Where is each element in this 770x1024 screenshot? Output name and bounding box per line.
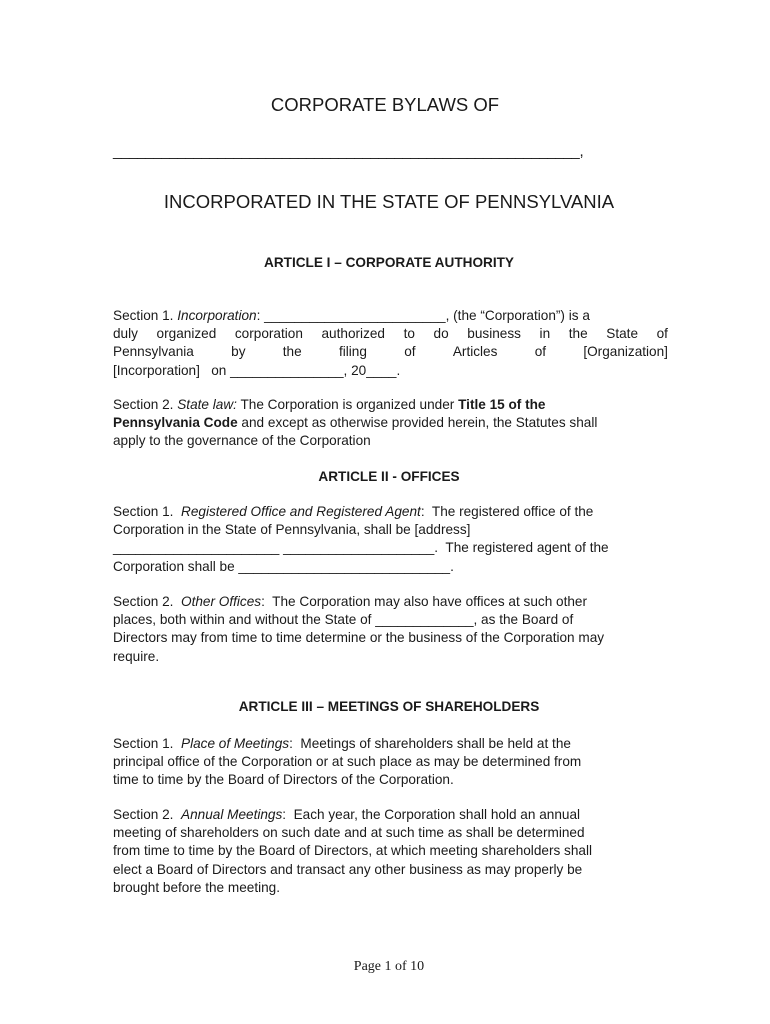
article-3-section-2 [113, 806, 668, 897]
section-line: places, both within and without the State of _____________, as the Board of [113, 612, 574, 628]
justified-word: [Organization] [583, 344, 668, 360]
justified-word: to [403, 326, 415, 342]
justified-word: of [534, 344, 547, 360]
article-2-section-1 [113, 503, 668, 576]
section-label: Incorporation [177, 308, 257, 323]
section-line: apply to the governance of the Corporation [113, 433, 371, 449]
section-line: Corporation in the State of Pennsylvania, shall be [address] [113, 522, 471, 538]
article-3-section-1 [113, 735, 668, 790]
section-label: Registered Office and Registered Agent [181, 504, 421, 519]
section-line: elect a Board of Directors and transact any other business as may properly be [113, 861, 583, 877]
justified-word: by [231, 344, 246, 360]
article-3-heading: ARTICLE III – MEETINGS OF SHAREHOLDERS [238, 699, 540, 714]
code-reference: Title 15 of the [458, 397, 546, 412]
section-label: Place of Meetings [181, 736, 290, 751]
justified-word: business [467, 326, 521, 342]
section-line: [Incorporation] on _______________, 20____. [113, 362, 401, 378]
section-line: Directors may from time to time determine or the business of the Corporation may [113, 630, 605, 646]
section-label: Annual Meetings [181, 807, 283, 822]
section-line: principal office of the Corporation or at such place as may be determined from [113, 754, 582, 770]
justified-word: corporation [234, 326, 303, 342]
justified-word: in [539, 326, 551, 342]
justified-word: State [606, 326, 639, 342]
justified-word: Articles [452, 344, 498, 360]
section-label: State law: [177, 397, 237, 412]
justified-word: filing [338, 344, 367, 360]
section-number: Section 1. [113, 736, 182, 751]
document-title: CORPORATE BYLAWS OF [270, 94, 500, 115]
corporation-name-blank: __________________________________________________________, [113, 143, 584, 160]
justified-word: Pennsylvania [113, 344, 194, 360]
section-number: Section 2. [113, 594, 182, 609]
justified-word: do [433, 326, 449, 342]
section-number: Section 1. [113, 504, 182, 519]
document-subtitle: INCORPORATED IN THE STATE OF PENNSYLVANIA [163, 191, 615, 212]
justified-word: of [404, 344, 416, 360]
section-line-justified [113, 325, 668, 343]
section-line-justified [113, 343, 668, 361]
section-number: Section 2. [113, 807, 182, 822]
section-number: Section 2. [113, 397, 178, 412]
section-text: and except as otherwise provided herein, the Statutes shall [237, 415, 598, 431]
section-line: Corporation shall be ____________________________. [113, 558, 454, 574]
justified-word: duly [113, 326, 138, 342]
section-text: : The registered office of the [420, 504, 594, 519]
section-text: The Corporation is organized under [236, 397, 459, 412]
section-line: brought before the meeting. [113, 879, 281, 895]
justified-word: authorized [321, 326, 385, 342]
article-1-section-2 [113, 396, 668, 451]
section-text: : ________________________, (the “Corporation”) is a [256, 308, 590, 323]
page-number: Page 1 of 10 [353, 959, 425, 974]
section-text: : The Corporation may also have offices at such other [261, 594, 588, 609]
section-line: time to time by the Board of Directors of the Corporation. [113, 772, 454, 788]
justified-word: the [282, 344, 302, 360]
code-reference: Pennsylvania Code [113, 415, 238, 431]
section-number: Section 1. [113, 308, 178, 323]
justified-word: of [656, 326, 668, 342]
section-text: : Each year, the Corporation shall hold an annual [282, 807, 581, 822]
article-1-section-1 [113, 307, 668, 380]
section-text: : Meetings of shareholders shall be held at the [289, 736, 571, 751]
section-line: from time to time by the Board of Directors, at which meeting shareholders shall [113, 843, 593, 859]
section-line: ______________________ ____________________. The registered agent of the [113, 540, 609, 556]
article-1-heading: ARTICLE I – CORPORATE AUTHORITY [264, 255, 514, 270]
article-2-heading: ARTICLE II - OFFICES [318, 469, 460, 484]
section-line: require. [113, 648, 160, 664]
section-label: Other Offices [181, 594, 262, 609]
justified-word: the [568, 326, 588, 342]
article-2-section-2 [113, 593, 668, 666]
justified-word: organized [156, 326, 217, 342]
section-line: meeting of shareholders on such date and at such time as shall be determined [113, 825, 585, 841]
